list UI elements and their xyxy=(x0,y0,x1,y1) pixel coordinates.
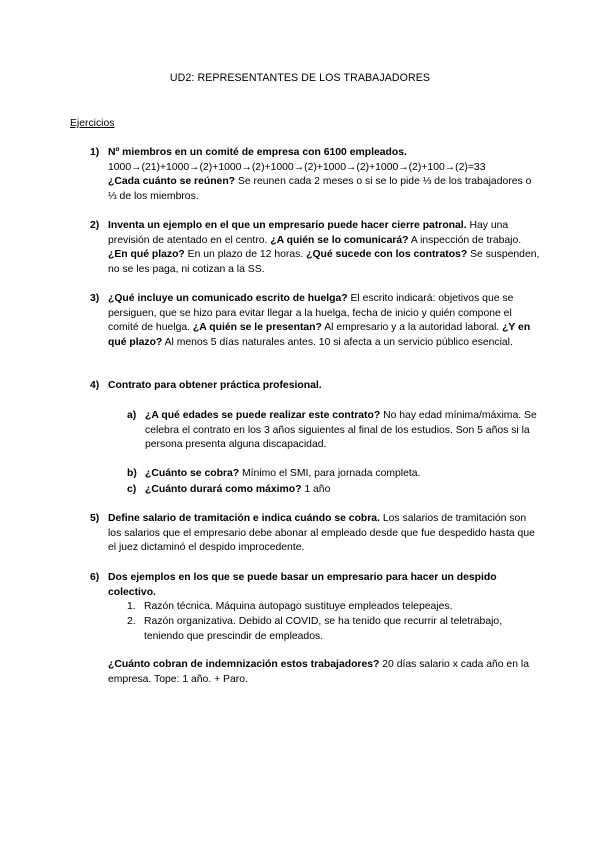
answer-text: Hay una previsión de atentado en el centro. xyxy=(108,220,509,246)
exercise-number: 4) xyxy=(90,380,100,391)
answer-text: 20 días salario x cada año en la empresa. Tope: 1 año. + Paro. xyxy=(108,659,529,685)
answer-text: 1 año xyxy=(301,484,331,495)
calculation-line: 1000→(21)+1000→(2)+1000→(2)+1000→(2)+1000→(2)+1000→(2)+100→(2)=33 xyxy=(108,161,486,173)
question-text: ¿Cuánto durará como máximo? xyxy=(145,484,302,495)
subquestion-c xyxy=(127,483,540,498)
list-item-text: Razón técnica. Máquina autopago sustituye empleados telepeajes. xyxy=(144,601,453,612)
question-text: ¿Cuánto cobran de indemnización estos trabajadores? xyxy=(108,659,380,670)
exercise-heading: Define salario de tramitación e indica cuándo se cobra. xyxy=(108,513,380,524)
subquestion-b xyxy=(127,467,540,482)
exercise-heading: Dos ejemplos en los que se puede basar un empresario para hacer un despido colectivo. xyxy=(108,572,497,598)
question-text: ¿Cada cuánto se reúnen? xyxy=(108,176,236,187)
answer-text: No hay edad mínima/máxima. Se celebra el contrato en los 3 años siguientes al final de los estudios. Son 5 años si la persona presenta alguna discapacidad. xyxy=(145,410,537,450)
question-text: ¿A qué edades se puede realizar este contrato? xyxy=(145,410,381,421)
question-text: ¿En qué plazo? xyxy=(108,249,185,260)
exercise-number: 6) xyxy=(90,572,100,583)
question-text: ¿Cuánto se cobra? xyxy=(145,468,240,479)
list-item-number: 2. xyxy=(127,616,136,627)
question-text: ¿A quién se le presentan? xyxy=(192,322,322,333)
exercise-6-followup xyxy=(108,658,540,687)
answer-text: Al empresario y a la autoridad laboral. xyxy=(321,322,503,333)
answer-text: En un plazo de 12 horas. xyxy=(184,249,307,260)
list-item-number: 1. xyxy=(127,601,136,612)
question-text: ¿Qué sucede con los contratos? xyxy=(306,249,468,260)
exercise-number: 1) xyxy=(90,147,100,158)
exercise-6 xyxy=(90,571,540,600)
list-item-text: Razón organizativa. Debido al COVID, se ha tenido que recurrir al teletrabajo, teniendo que prescindir de empleados. xyxy=(144,616,503,642)
exercise-4 xyxy=(90,379,540,394)
answer-text: Mínimo el SMI, para jornada completa. xyxy=(239,468,421,479)
subquestion-letter: c) xyxy=(127,484,137,495)
exercise-heading: Contrato para obtener práctica profesional. xyxy=(108,380,322,391)
exercise-number: 3) xyxy=(90,293,100,304)
answer-text: Se suspenden, no se les paga, ni cotizan a la SS. xyxy=(108,249,540,275)
exercise-5 xyxy=(90,512,540,556)
question-text: ¿Y en qué plazo? xyxy=(108,322,531,348)
exercise-heading: Nº miembros en un comité de empresa con 6100 empleados. xyxy=(108,147,407,158)
document-title: UD2: REPRESENTANTES DE LOS TRABAJADORES xyxy=(169,72,431,84)
exercise-heading: Inventa un ejemplo en el que un empresario puede hacer cierre patronal. xyxy=(108,220,467,231)
section-heading: Ejercicios xyxy=(70,118,115,129)
question-text: ¿A quién se lo comunicará? xyxy=(270,234,409,246)
list-item xyxy=(127,600,540,615)
exercise-3 xyxy=(90,292,540,350)
subquestion-letter: a) xyxy=(127,410,137,421)
exercise-2 xyxy=(90,219,540,277)
subquestion-letter: b) xyxy=(127,468,137,479)
answer-text: El escrito indicará: objetivos que se persiguen, que se hizo para evitar llegar a la huelga, fecha de inicio y quién compone el comité de huelga. xyxy=(108,293,514,333)
exercise-heading: ¿Qué incluye un comunicado escrito de huelga? xyxy=(108,293,348,304)
answer-text: Los salarios de tramitación son los salarios que el empresario debe abonar al empleado desde que fue despedido hasta que el juez dictaminó el despido improcedente. xyxy=(108,513,535,553)
answer-text: A inspección de trabajo. xyxy=(408,234,522,246)
answer-text: Al menos 5 días naturales antes. 10 si afecta a un servicio público esencial. xyxy=(162,336,513,348)
exercise-number: 5) xyxy=(90,513,100,524)
exercise-1 xyxy=(90,146,540,204)
answer-text: Se reunen cada 2 meses o si se lo pide ⅓ de los trabajadores o ⅓ de los miembros. xyxy=(108,176,532,202)
list-item xyxy=(127,615,540,644)
exercise-number: 2) xyxy=(90,220,100,231)
subquestion-a xyxy=(127,409,540,453)
